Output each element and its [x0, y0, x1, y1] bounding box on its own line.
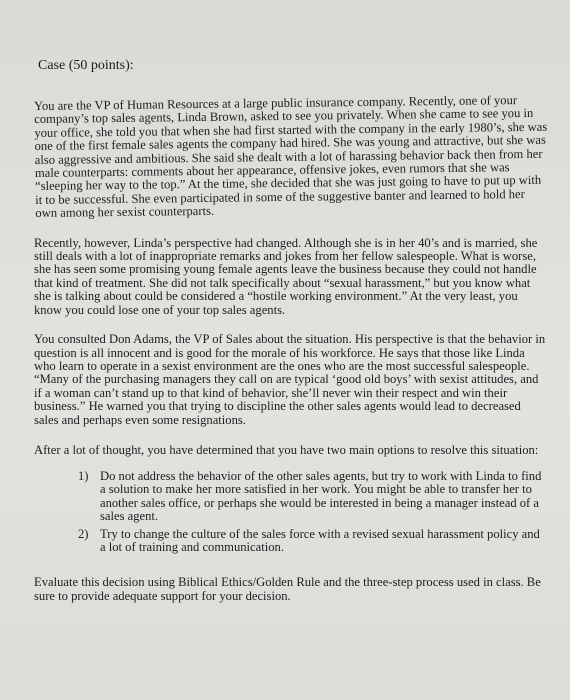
option-text: Do not address the behavior of the other sales agents, but try to work with Linda to find a solution to make her more satisfied in her work. You might be able to transfer her to another sales office, or perhaps she would be interested in being a manager instead of a sales agent. — [100, 468, 542, 524]
option-number: 2) — [78, 526, 89, 541]
closing-instructions: Evaluate this decision using Biblical Ethics/Golden Rule and the three-step process used in class. Be sure to provide adequate support for your decision. — [34, 575, 541, 603]
option-item — [78, 526, 548, 555]
options-intro: After a lot of thought, you have determined that you have two main options to resolve this situation: — [34, 442, 539, 457]
paragraph-perspective: Recently, however, Linda’s perspective had changed. Although she is in her 40’s and is married, she still deals with a lot of inappropriate remarks and jokes from her fellow salespeople. What is worse, she has seen some promising young female agents leave the business because they could not handle that kind of treatment. She did not talk specifically about “sexual harassment,” but you know what she is talking about could be considered a “hostile working environment.” At the very least, you know you could lose one of your top sales agents. — [34, 235, 538, 317]
option-item — [78, 468, 548, 524]
paragraph-consultation: You consulted Don Adams, the VP of Sales about the situation. His perspective is that the behavior in question is all innocent and is good for the morale of his workforce. He says that those like Linda who learn to operate in a sexist environment are the ones who are the most successful salespeople. “Many of the purchasing managers they call on are typical ‘good old boys’ with sexist attitudes, and if a woman can’t stand up to that kind of behavior, she’ll never win their respect and win their business.” He warned you that trying to discipline the other sales agents would lead to decreased sales and perhaps even some resignations. — [34, 332, 546, 427]
option-text: Try to change the culture of the sales force with a revised sexual harassment policy and a lot of training and communication. — [100, 526, 540, 554]
case-title: Case (50 points): — [38, 58, 134, 73]
options-list — [34, 470, 548, 554]
option-number: 1) — [78, 468, 89, 483]
paragraph-intro: You are the VP of Human Resources at a large public insurance company. Recently, one of your company’s top sales agents, Linda Brown, asked to see you privately. When she came to see you in your office, she told you that when she had first started with the company in the early 1980’s, she was one of the first female sales agents the company had hired. She was young and attractive, but she was also aggressive and ambitious. She said she dealt with a lot of harassing behavior back then from her male counterparts: comments about her appearance, offensive jokes, even rumors that she was “sleeping her way to the top.” At the time, she decided that she was just going to have to put up with it to be successful. She even participated in some of the suggestive banter and learned to hold her own among her sexist counterparts. — [33, 93, 548, 221]
